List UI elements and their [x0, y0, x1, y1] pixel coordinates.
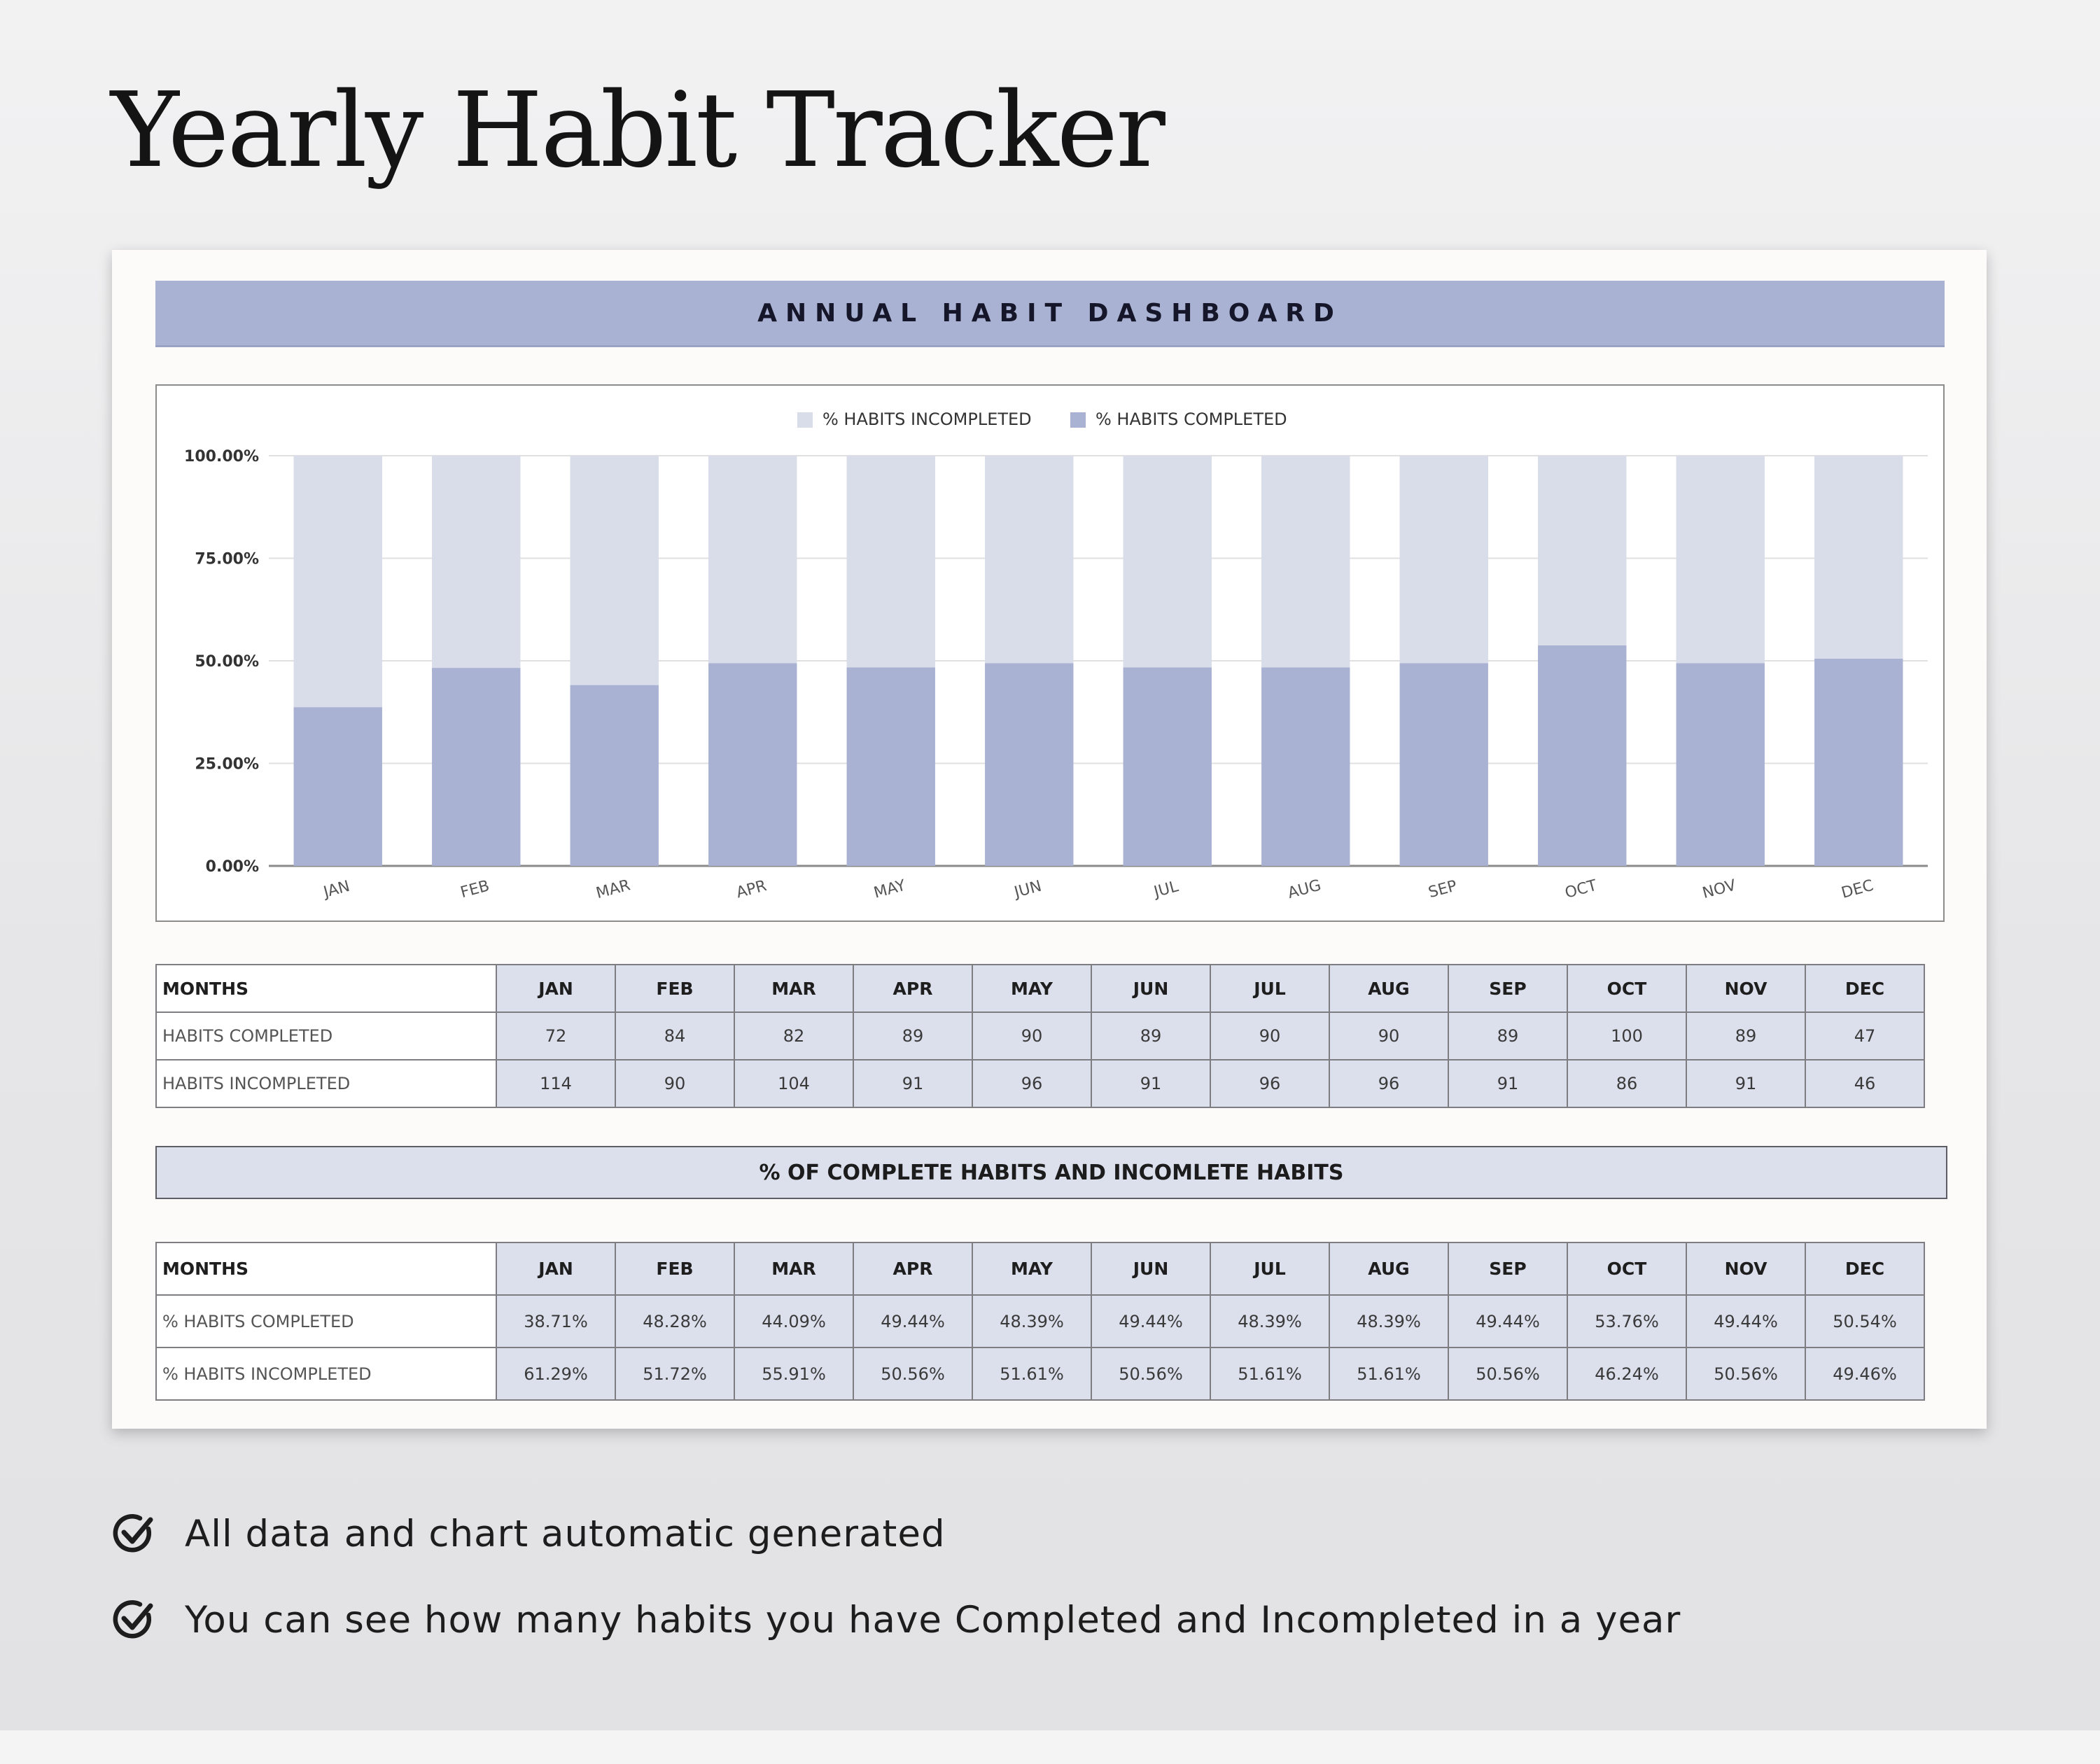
bar-completed [432, 668, 520, 866]
x-tick-label: MAR [594, 876, 633, 903]
habit-counts-table [155, 964, 1925, 1108]
table-cell: 96 [1210, 1060, 1329, 1107]
header-month: JUL [1210, 965, 1329, 1012]
table-cell: 38.71% [496, 1295, 615, 1348]
bar-incompleted [1814, 456, 1903, 659]
table-cell: 47 [1805, 1012, 1924, 1060]
table-cell: 82 [734, 1012, 853, 1060]
header-month: NOV [1686, 1242, 1805, 1295]
table-cell: 89 [1091, 1012, 1210, 1060]
check-circle-icon [112, 1512, 155, 1555]
bar-incompleted [708, 456, 797, 663]
table-cell: 46.24% [1567, 1348, 1686, 1400]
habit-percent-table [155, 1242, 1925, 1401]
header-month: APR [853, 1242, 972, 1295]
x-tick-label: OCT [1563, 876, 1600, 902]
header-label: MONTHS [156, 1242, 496, 1295]
table-cell: 51.61% [972, 1348, 1091, 1400]
table-cell: 50.56% [1448, 1348, 1567, 1400]
legend-swatch [1070, 412, 1086, 428]
header-month: JAN [496, 965, 615, 1012]
bar-incompleted [1538, 456, 1626, 645]
table-cell: 86 [1567, 1060, 1686, 1107]
table-header-row [156, 1242, 1924, 1295]
table-cell: 49.46% [1805, 1348, 1924, 1400]
header-month: FEB [615, 965, 734, 1012]
bar-completed [1676, 663, 1765, 866]
table-cell: 61.29% [496, 1348, 615, 1400]
header-label: MONTHS [156, 965, 496, 1012]
table-row [156, 1295, 1924, 1348]
row-label: % HABITS COMPLETED [156, 1295, 496, 1348]
table-cell: 44.09% [734, 1295, 853, 1348]
dashboard-card [112, 250, 1987, 1429]
table-cell: 50.56% [1091, 1348, 1210, 1400]
x-tick-label: DEC [1840, 876, 1876, 902]
bar-completed [294, 707, 382, 866]
feature-item [112, 1598, 1681, 1642]
table-cell: 96 [1329, 1060, 1448, 1107]
x-tick-label: NOV [1700, 876, 1738, 903]
x-tick-label: SEP [1426, 877, 1460, 902]
bar-completed [1814, 659, 1903, 866]
bar-incompleted [294, 456, 382, 707]
page-title: Yearly Habit Tracker [111, 70, 1163, 190]
x-tick-label: APR [734, 877, 769, 902]
feature-item [112, 1512, 946, 1555]
table-cell: 72 [496, 1012, 615, 1060]
bar-completed [847, 667, 935, 866]
table-cell: 90 [1329, 1012, 1448, 1060]
legend-swatch [797, 412, 813, 428]
row-label: HABITS INCOMPLETED [156, 1060, 496, 1107]
bar-incompleted [432, 456, 520, 668]
bar-completed [708, 663, 797, 866]
table-cell: 51.61% [1210, 1348, 1329, 1400]
chart-container [155, 384, 1945, 922]
table-cell: 51.72% [615, 1348, 734, 1400]
header-month: OCT [1567, 965, 1686, 1012]
table-cell: 89 [1448, 1012, 1567, 1060]
table-cell: 84 [615, 1012, 734, 1060]
header-month: DEC [1805, 965, 1924, 1012]
table-cell: 49.44% [1091, 1295, 1210, 1348]
bottom-strip [0, 1730, 2100, 1764]
table-row [156, 1012, 1924, 1060]
bar-incompleted [985, 456, 1073, 663]
table-cell: 50.56% [853, 1348, 972, 1400]
table-cell: 104 [734, 1060, 853, 1107]
header-month: SEP [1448, 1242, 1567, 1295]
y-tick-label: 25.00% [195, 755, 259, 774]
table-cell: 55.91% [734, 1348, 853, 1400]
header-month: JUN [1091, 1242, 1210, 1295]
header-month: DEC [1805, 1242, 1924, 1295]
bar-incompleted [570, 456, 659, 685]
x-tick-label: JUL [1152, 878, 1181, 902]
header-month: FEB [615, 1242, 734, 1295]
y-tick-label: 75.00% [195, 550, 259, 568]
x-tick-label: AUG [1286, 876, 1324, 903]
bar-incompleted [1676, 456, 1765, 663]
bar-completed [1124, 667, 1212, 866]
header-month: JUL [1210, 1242, 1329, 1295]
header-month: AUG [1329, 1242, 1448, 1295]
y-tick-label: 50.00% [195, 653, 259, 671]
table-cell: 89 [1686, 1012, 1805, 1060]
bar-completed [570, 685, 659, 866]
table-cell: 90 [972, 1012, 1091, 1060]
header-month: NOV [1686, 965, 1805, 1012]
header-month: SEP [1448, 965, 1567, 1012]
table-cell: 46 [1805, 1060, 1924, 1107]
table-cell: 49.44% [853, 1295, 972, 1348]
bar-completed [1261, 667, 1350, 866]
bar-incompleted [1400, 456, 1488, 663]
table-row [156, 1348, 1924, 1400]
bar-incompleted [1261, 456, 1350, 667]
table-cell: 51.61% [1329, 1348, 1448, 1400]
bar-completed [1400, 663, 1488, 866]
table-cell: 114 [496, 1060, 615, 1107]
table-cell: 90 [615, 1060, 734, 1107]
table-cell: 91 [1448, 1060, 1567, 1107]
table-cell: 49.44% [1448, 1295, 1567, 1348]
check-circle-icon [112, 1598, 155, 1642]
header-month: APR [853, 965, 972, 1012]
dashboard-title: ANNUAL HABIT DASHBOARD [155, 281, 1945, 347]
x-tick-label: MAY [872, 876, 908, 902]
bar-incompleted [847, 456, 935, 667]
table-cell: 50.54% [1805, 1295, 1924, 1348]
table-cell: 53.76% [1567, 1295, 1686, 1348]
table-cell: 90 [1210, 1012, 1329, 1060]
table-cell: 100 [1567, 1012, 1686, 1060]
bar-completed [1538, 645, 1626, 866]
header-month: MAR [734, 1242, 853, 1295]
header-month: MAY [972, 1242, 1091, 1295]
header-month: AUG [1329, 965, 1448, 1012]
header-month: JUN [1091, 965, 1210, 1012]
row-label: HABITS COMPLETED [156, 1012, 496, 1060]
bar-incompleted [1124, 456, 1212, 667]
y-tick-label: 0.00% [205, 858, 259, 876]
header-month: OCT [1567, 1242, 1686, 1295]
feature-text: All data and chart automatic generated [185, 1512, 946, 1555]
table-cell: 89 [853, 1012, 972, 1060]
x-tick-label: JUN [1012, 877, 1044, 902]
header-month: JAN [496, 1242, 615, 1295]
legend-label: % HABITS INCOMPLETED [822, 410, 1032, 429]
header-month: MAY [972, 965, 1091, 1012]
table-cell: 48.39% [972, 1295, 1091, 1348]
stacked-bar-chart [157, 386, 1943, 920]
percent-section-title: % OF COMPLETE HABITS AND INCOMLETE HABITS [155, 1146, 1947, 1199]
table-cell: 91 [1686, 1060, 1805, 1107]
table-cell: 91 [1091, 1060, 1210, 1107]
feature-text: You can see how many habits you have Completed and Incompleted in a year [185, 1598, 1681, 1642]
table-cell: 96 [972, 1060, 1091, 1107]
table-cell: 49.44% [1686, 1295, 1805, 1348]
table-cell: 50.56% [1686, 1348, 1805, 1400]
table-cell: 48.28% [615, 1295, 734, 1348]
y-tick-label: 100.00% [184, 448, 259, 465]
table-row [156, 1060, 1924, 1107]
row-label: % HABITS INCOMPLETED [156, 1348, 496, 1400]
table-header-row [156, 965, 1924, 1012]
bar-completed [985, 663, 1073, 866]
x-tick-label: FEB [458, 877, 491, 902]
table-cell: 48.39% [1210, 1295, 1329, 1348]
legend-label: % HABITS COMPLETED [1096, 410, 1287, 429]
table-cell: 48.39% [1329, 1295, 1448, 1348]
table-cell: 91 [853, 1060, 972, 1107]
x-tick-label: JAN [321, 877, 352, 902]
header-month: MAR [734, 965, 853, 1012]
